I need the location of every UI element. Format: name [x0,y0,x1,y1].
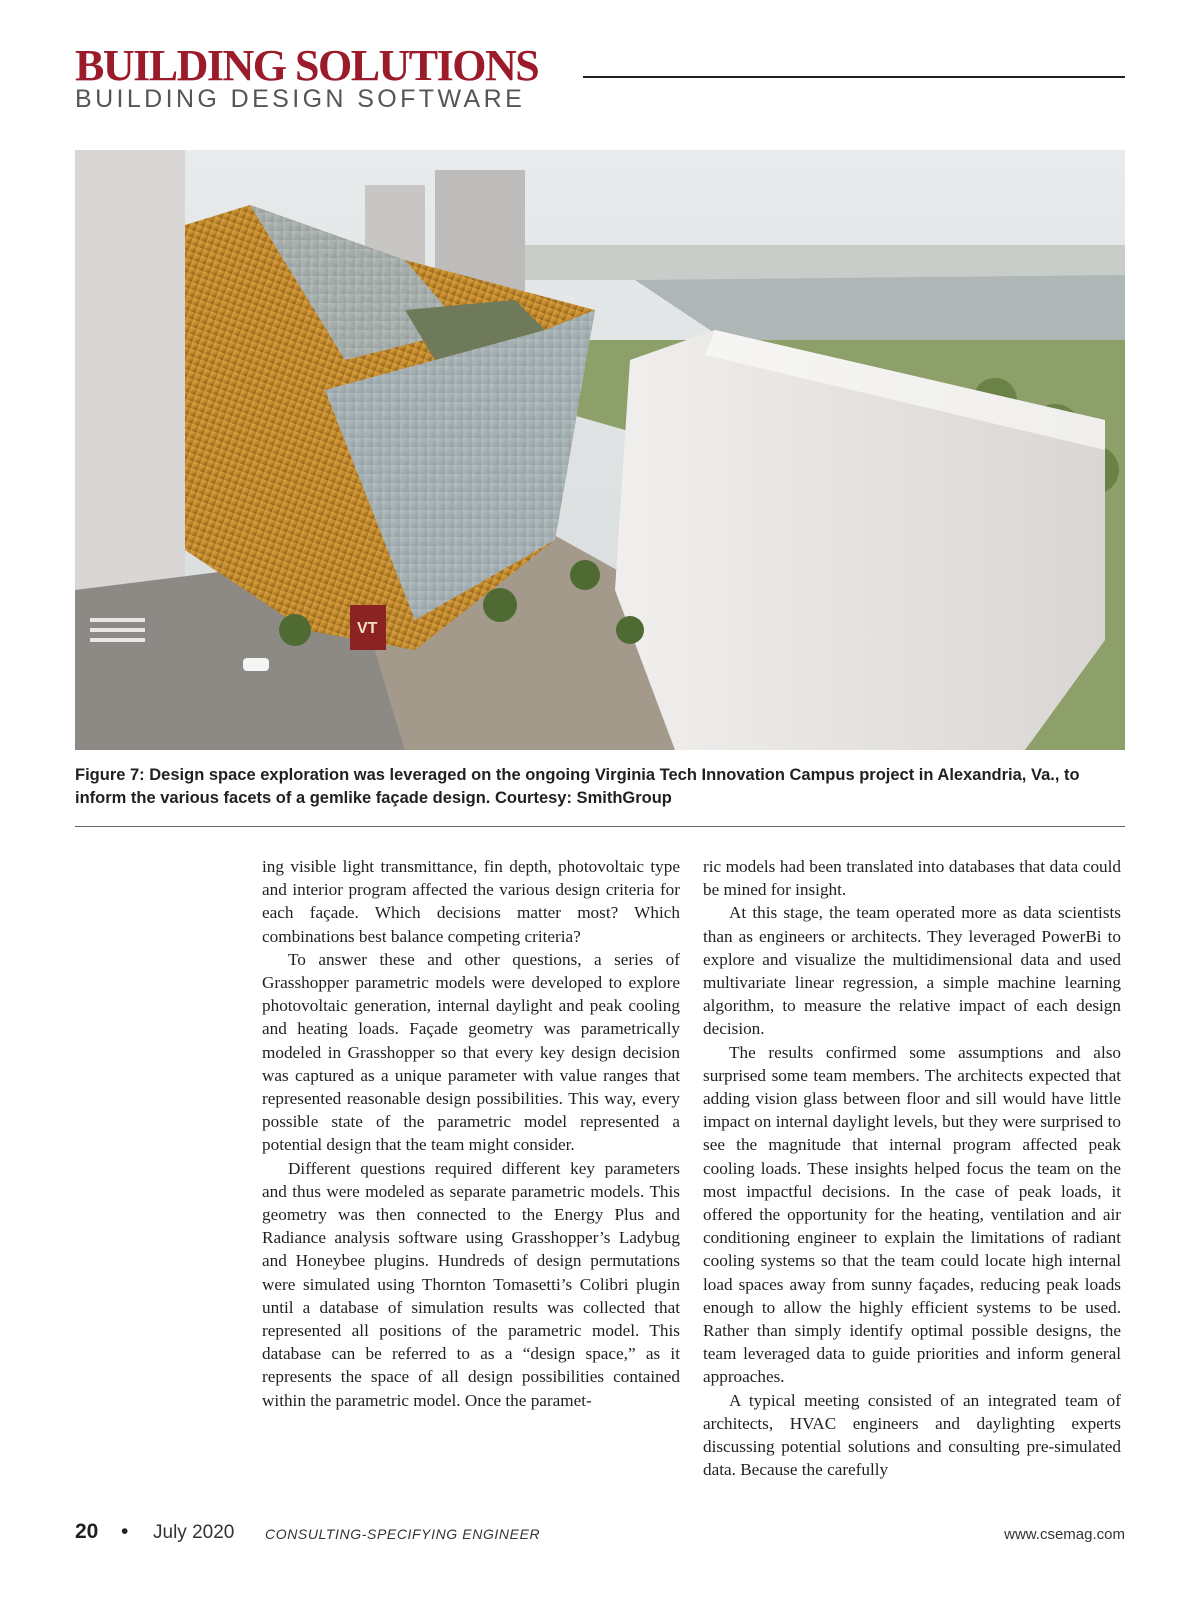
distant-city [505,245,1125,280]
magazine-name: CONSULTING-SPECIFYING ENGINEER [265,1526,541,1542]
issue-date: July 2020 [153,1522,235,1543]
paragraph: To answer these and other questions, a series of Grasshopper parametric models were developed to explore photovoltaic generation, internal daylight and peak cooling and heating loads. Façade geometry was parametrically modeled in Grasshopper so that every key design decision was captured as a unique parameter with value ranges that represented reasonable design possibilities. This way, every possible state of the parametric model represented a potential design that the team might consider. [262,949,680,1155]
article-column-1 [262,855,680,1412]
figure-image [75,150,1125,750]
section-title: BUILDING SOLUTIONS [75,41,539,90]
footer-bullet: • [121,1520,129,1543]
paragraph: ing visible light transmittance, fin depth, photovoltaic type and interior program affected the various design criteria for each façade. Which decisions matter most? Which combinations best balance competing criteria? [262,857,680,946]
car [243,658,269,671]
crosswalk [90,618,145,642]
figure-caption: Figure 7: Design space exploration was leveraged on the ongoing Virginia Tech Innovation Campus project in Alexandria, Va., to inform the various facets of a gemlike façade design. Courtesy: SmithGroup [75,766,1080,807]
page-footer [75,1520,1125,1550]
paragraph: Different questions required different key parameters and thus were modeled as separate parametric models. This geometry was then connected to the Energy Plus and Radiance analysis software using Grasshopper’s Ladybug and Honeybee plugins. Hundreds of design permutations were simulated using Thornton Tomasetti’s Colibri plugin until a database of simulation results was collected that represented all positions of the parametric model. This database can be referred to as a “design space,” as it represents the space of all design possibilities contained within the parametric model. Once the paramet- [262,1158,680,1410]
paragraph: At this stage, the team operated more as data scientists than as engineers or architects. They leveraged PowerBi to explore and visualize the multidimensional data and used multivariate linear regression, a simple machine learning algorithm, to measure the relative impact of each design decision. [703,903,1121,1039]
section-subtitle: BUILDING DESIGN SOFTWARE [75,85,526,113]
page-number: 20 [75,1520,99,1543]
website-url[interactable]: www.csemag.com [1004,1526,1125,1543]
paragraph: The results confirmed some assumptions and also surprised some team members. The architects expected that adding vision glass between floor and sill would have little impact on internal daylight levels, but they were surprised to see the magnitude that internal program affected peak cooling loads. These insights helped focus the team on the most impactful decisions. In the case of peak loads, it offered the opportunity for the heating, ventilation and air conditioning engineer to explain the limitations of radiant cooling systems so that the team could locate high internal load spaces away from sunny façades, reducing peak loads enough to allow the highly efficient systems to be used. Rather than simply identify optimal possible designs, the team leveraged data to guide priorities and inform general approaches. [703,1042,1121,1387]
caption-rule [75,826,1125,827]
paragraph: A typical meeting consisted of an integrated team of architects, HVAC engineers and daylighting experts discussing potential solutions and consulting pre-simulated data. Because the carefully [703,1390,1121,1480]
building-signage: VT [357,620,378,637]
article-column-2 [703,855,1121,1481]
paragraph: ric models had been translated into databases that data could be mined for insight. [703,857,1121,900]
header-rule [583,76,1125,78]
